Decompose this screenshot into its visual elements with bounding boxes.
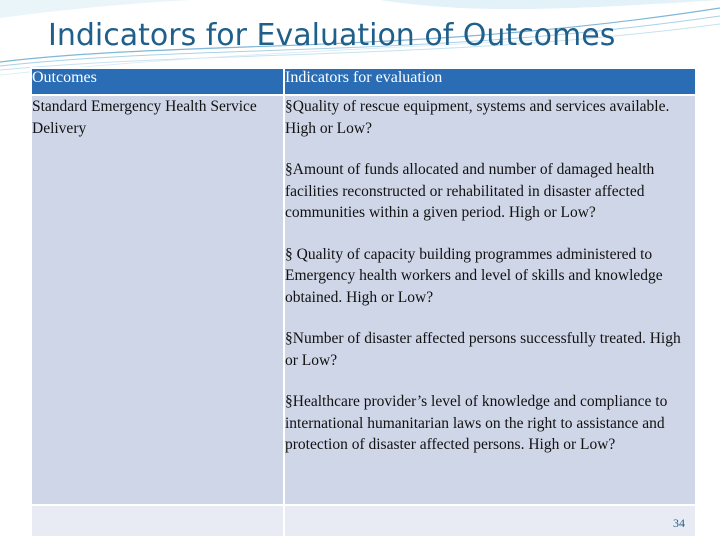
page-number: 34 [673, 516, 685, 530]
indicator-item: §Amount of funds allocated and number of damaged health facilities reconstructed or rehabilitated in disaster affected communities within a given period. High or Low? [285, 161, 655, 221]
table-row [31, 95, 696, 505]
indicator-item: § Quality of capacity building programmes administered to Emergency health workers and level of skills and knowledge obtained. High or Low? [285, 245, 663, 306]
column-header-outcomes: Outcomes [31, 68, 284, 95]
indicator-item: §Healthcare provider’s level of knowledge and compliance to international humanitarian laws on the right to assistance and protection of disaster affected persons. High or Low? [285, 393, 668, 453]
outcome-cell: Standard Emergency Health Service Delivery [31, 95, 284, 505]
table-empty-row [31, 505, 696, 537]
empty-cell [31, 505, 284, 537]
table-header-row [31, 68, 696, 95]
column-header-indicators: Indicators for evaluation [284, 68, 696, 95]
outcomes-indicators-table [30, 67, 697, 538]
empty-cell-with-page-number [284, 505, 696, 537]
slide-title: Indicators for Evaluation of Outcomes [48, 18, 616, 53]
indicators-cell [284, 95, 696, 505]
indicator-item: §Quality of rescue equipment, systems and services available. High or Low? [285, 98, 670, 137]
indicator-item: §Number of disaster affected persons successfully treated. High or Low? [285, 330, 681, 369]
